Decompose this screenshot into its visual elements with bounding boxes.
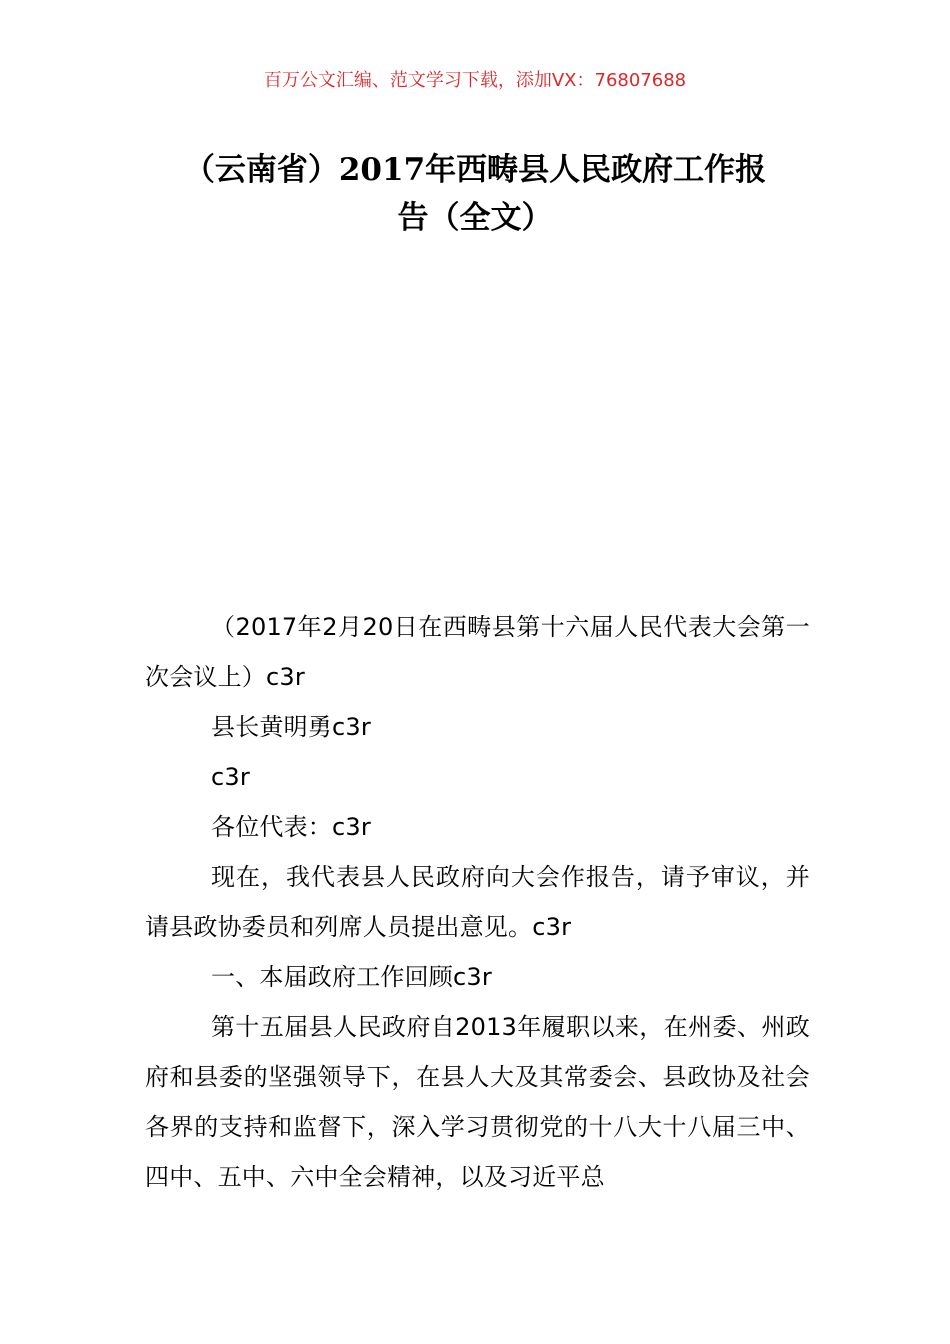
paragraph-salutation: 各位代表：c3r [211, 813, 371, 841]
title-line-1: （云南省）2017年西畴县人民政府工作报 [183, 152, 767, 188]
document-title [140, 146, 810, 242]
document-body [145, 602, 810, 1202]
paragraph-review-body: 第十五届县人民政府自2013年履职以来，在州委、州政府和县委的坚强领导下，在县人大及其常委会、县政协及社会各界的支持和监督下，深入学习贯彻党的十八大十八届三中、四中、五中、六中全会精神，以及习近平总 [145, 1013, 810, 1191]
paragraph-speaker: 县长黄明勇c3r [211, 713, 371, 741]
title-line-2: 告（全文） [397, 200, 553, 236]
watermark-header-note: 百万公文汇编、范文学习下载，添加VX：76807688 [263, 70, 687, 91]
paragraph-intro: 现在，我代表县人民政府向大会作报告，请予审议，并请县政协委员和列席人员提出意见。c3r [145, 863, 810, 941]
paragraph-date-note: （2017年2月20日在西畴县第十六届人民代表大会第一次会议上）c3r [145, 613, 810, 691]
paragraph-blank-marker: c3r [211, 763, 250, 791]
section-heading-review: 一、本届政府工作回顾c3r [211, 963, 492, 991]
